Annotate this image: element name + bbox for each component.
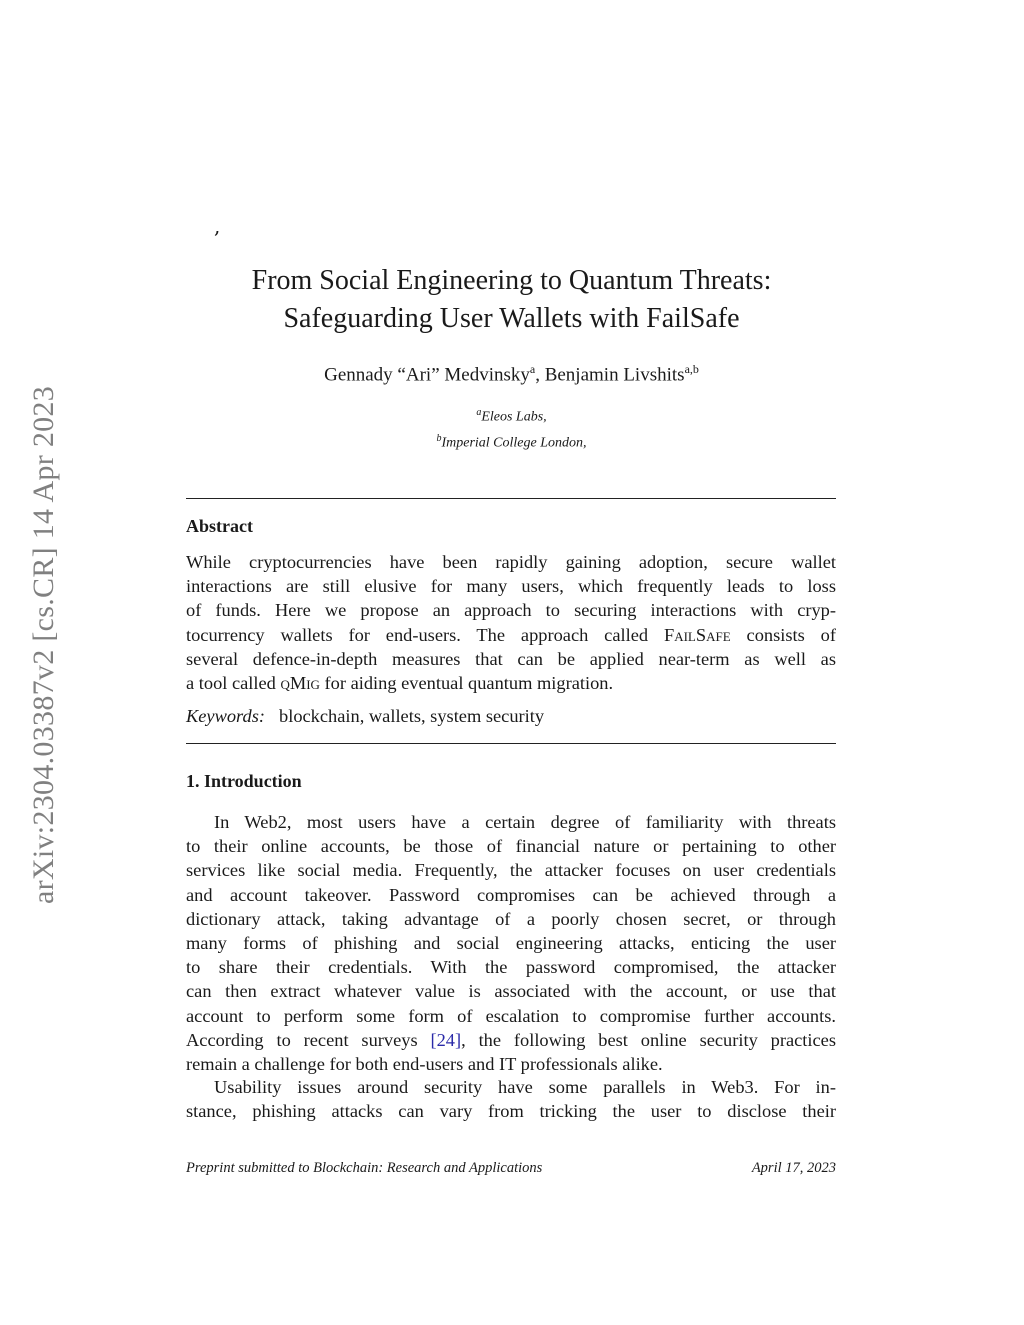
arxiv-margin-label: arXiv:2304.03387v2 [cs.CR] 14 Apr 2023 [27,385,60,905]
intro-line: account to perform some form of escalation to compromise further accounts. [186,1005,836,1026]
intro-line [186,1028,836,1052]
abstract-top-rule [186,498,836,499]
abstract-line: While cryptocurrencies have been rapidly gaining adoption, secure wallet [186,552,836,572]
abstract-text-fragment: a tool called [186,672,281,693]
author2-affiliation-mark: a,b [684,362,699,376]
abstract-line [186,623,836,647]
intro-line: to their online accounts, be those of financial nature or pertaining to other [186,836,836,857]
intro-text-fragment: , the following best online security practices [461,1029,836,1050]
introduction-heading: 1. Introduction [186,771,302,791]
abstract-text-fragment: tocurrency wallets for end-users. The approach called [186,624,664,645]
stray-comma: , [214,214,221,238]
affiliation-eleos [187,402,836,428]
keywords [186,706,544,727]
failsafe-name: FailSafe [663,624,731,645]
introduction-paragraph-2 [186,1075,836,1123]
intro-line: stance, phishing attacks can vary from tricking the user to disclose their [186,1101,836,1122]
intro-line: Usability issues around security have some parallels in Web3. For in- [214,1077,836,1097]
abstract-text [186,550,836,695]
affiliation-mark-a: a [476,407,482,418]
affiliation-name: Eleos Labs, [481,409,547,425]
affiliation-imperial [187,428,836,454]
intro-line: can then extract whatever value is associated with the account, or use that [186,981,836,1002]
abstract-line: of funds. Here we propose an approach to securing interactions with cryp- [186,600,836,621]
keywords-value: blockchain, wallets, system security [279,706,545,726]
intro-line: to share their credentials. With the password compromised, the attacker [186,957,836,978]
author1-affiliation-mark: a [529,362,536,376]
footer-preprint-note: Preprint submitted to Blockchain: Research and Applications [186,1160,543,1176]
keywords-label: Keywords: [186,706,266,726]
intro-line: remain a challenge for both end-users and IT professionals alike. [186,1053,663,1074]
title-line-2: Safeguarding User Wallets with FailSafe [283,303,740,334]
title-line-1: From Social Engineering to Quantum Threats: [251,265,772,296]
intro-line: services like social media. Frequently, the attacker focuses on user credentials [186,860,836,881]
footer-date: April 17, 2023 [751,1160,836,1176]
abstract-text-fragment: consists of [730,624,836,645]
introduction-paragraph-1 [186,810,836,1076]
qmig-name: qMig [280,672,320,693]
abstract-line: interactions are still elusive for many users, which frequently leads to loss [186,576,836,597]
abstract-text-fragment: for aiding eventual quantum migration. [319,672,614,693]
citation-link-24[interactable]: [24] [430,1029,462,1050]
affiliations [187,402,836,453]
abstract-line [186,671,836,695]
author-medvinsky: Gennady “Ari” Medvinsky [324,364,530,386]
intro-line: In Web2, most users have a certain degree of familiarity with threats [214,812,836,832]
abstract-heading: Abstract [186,516,253,536]
affiliation-mark-b: b [436,432,442,444]
intro-line: many forms of phishing and social engineering attacks, enticing the user [186,932,836,953]
intro-text-fragment: According to recent surveys [186,1029,431,1050]
author-livshits: Benjamin Livshits [544,364,685,386]
author-list [187,362,836,386]
paper-title [187,262,836,338]
intro-line: and account takeover. Password compromises can be achieved through a [186,884,836,905]
intro-line: dictionary attack, taking advantage of a poorly chosen secret, or through [186,908,836,929]
author-separator: , [535,364,545,386]
abstract-line: several defence-in-depth measures that can be applied near-term as well as [186,648,836,669]
affiliation-name: Imperial College London, [441,435,587,451]
abstract-bottom-rule [186,743,836,744]
